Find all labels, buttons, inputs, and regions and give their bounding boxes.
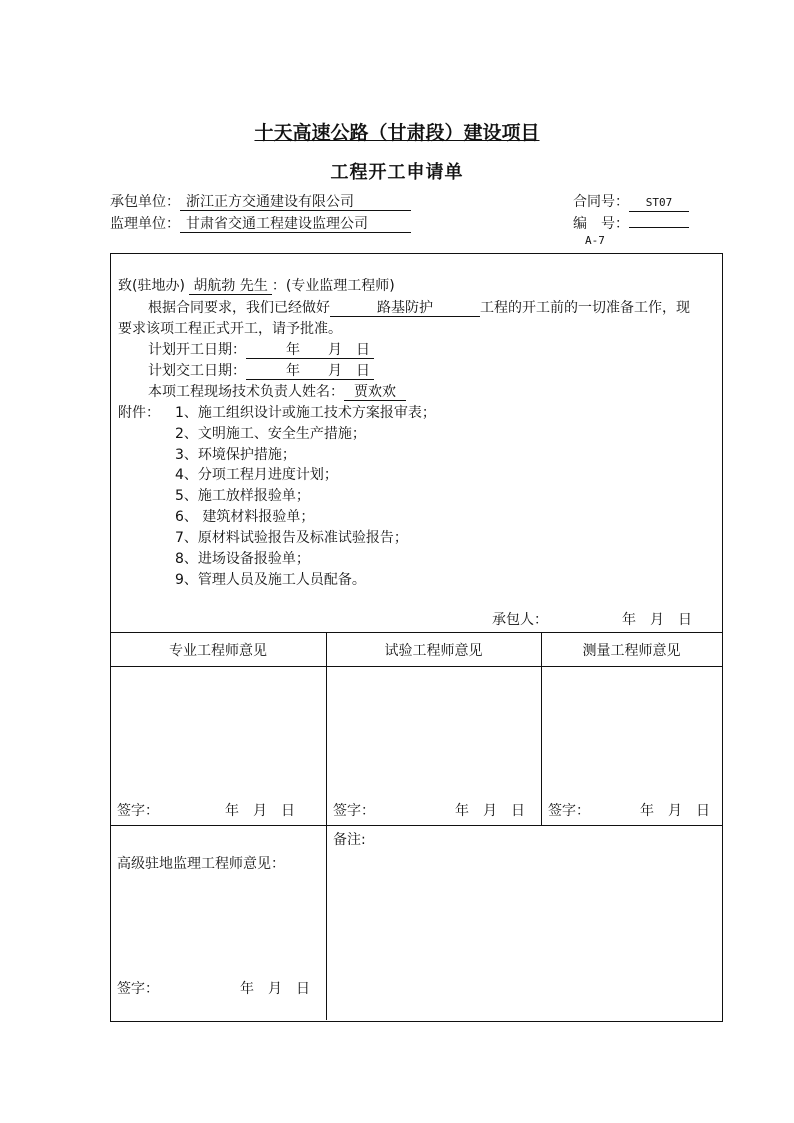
supervisor-row xyxy=(110,213,411,233)
project-name: 路基防护 xyxy=(330,300,480,317)
supervisor-value: 甘肃省交通工程建设监理公司 xyxy=(180,216,411,233)
attachment-item: 5、施工放样报验单； xyxy=(175,488,310,504)
professional-sign-date: 年 月 日 xyxy=(225,803,295,819)
divider xyxy=(541,632,542,825)
divider xyxy=(110,666,722,667)
contractor-sign-label: 承包人： xyxy=(492,612,548,628)
addressee-prefix: 致(驻地办) xyxy=(118,278,185,294)
contractor-value: 浙江正方交通建设有限公司 xyxy=(180,194,411,211)
attachment-item: 1、施工组织设计或施工技术方案报审表； xyxy=(175,405,436,421)
survey-sign-label: 签字： xyxy=(548,803,590,819)
number-label: 编 号： xyxy=(573,216,629,232)
survey-sign-date: 年 月 日 xyxy=(640,803,710,819)
senior-engineer-opinion-label: 高级驻地监理工程师意见： xyxy=(117,856,285,872)
document-subtitle: 工程开工申请单 xyxy=(330,162,464,183)
request-paragraph-cont: 要求该项工程正式开工，请予批准。 xyxy=(118,321,342,337)
attachment-item: 3、环境保护措施； xyxy=(175,447,296,463)
attachments-label: 附件： xyxy=(118,405,160,421)
number-value xyxy=(629,227,689,228)
test-sign-label: 签字： xyxy=(333,803,375,819)
test-sign-date: 年 月 日 xyxy=(455,803,525,819)
attachment-item: 4、分项工程月进度计划； xyxy=(175,467,338,483)
contract-no-label: 合同号： xyxy=(573,194,629,210)
divider xyxy=(326,632,327,1020)
attachment-item: 9、管理人员及施工人员配备。 xyxy=(175,572,366,588)
senior-sign-label: 签字： xyxy=(117,981,159,997)
attachment-item: 8、进场设备报验单； xyxy=(175,551,310,567)
number-row xyxy=(573,213,689,233)
contract-no-value: ST07 xyxy=(629,195,689,212)
plan-start-line: 计划开工日期： 年 月 日 xyxy=(148,339,374,359)
survey-engineer-header: 测量工程师意见 xyxy=(582,643,681,659)
divider xyxy=(110,632,722,633)
addressee-suffix: ：(专业监理工程师) xyxy=(271,278,395,294)
attachment-item: 7、原材料试验报告及标准试验报告； xyxy=(175,530,408,546)
request-paragraph: 根据合同要求，我们已经做好 路基防护 工程的开工前的一切准备工作，现 xyxy=(148,300,690,316)
contractor-label: 承包单位： xyxy=(110,194,180,210)
document-title: 十天高速公路（甘肃段）建设项目 xyxy=(254,122,540,144)
contractor-row xyxy=(110,191,411,211)
professional-sign-label: 签字： xyxy=(117,803,159,819)
test-engineer-header: 试验工程师意见 xyxy=(384,643,483,659)
professional-engineer-header: 专业工程师意见 xyxy=(169,643,267,659)
divider xyxy=(110,825,722,826)
addressee-line xyxy=(118,275,395,295)
contractor-sign-date: 年 月 日 xyxy=(622,612,692,628)
contract-no-row xyxy=(573,191,689,212)
remarks-label: 备注: xyxy=(333,832,366,848)
attachment-item: 2、文明施工、安全生产措施； xyxy=(175,426,366,442)
plan-end-line: 计划交工日期： 年 月 日 xyxy=(148,360,374,380)
senior-sign-date: 年 月 日 xyxy=(240,981,310,997)
supervisor-label: 监理单位： xyxy=(110,216,180,232)
addressee-name: 胡航勃 先生 xyxy=(189,278,271,295)
tech-lead-line: 本项工程现场技术负责人姓名： 贾欢欢 xyxy=(148,381,406,401)
attachment-item: 6、 建筑材料报验单； xyxy=(175,509,315,525)
form-code: A-7 xyxy=(585,234,605,247)
tech-lead-name: 贾欢欢 xyxy=(344,384,406,401)
